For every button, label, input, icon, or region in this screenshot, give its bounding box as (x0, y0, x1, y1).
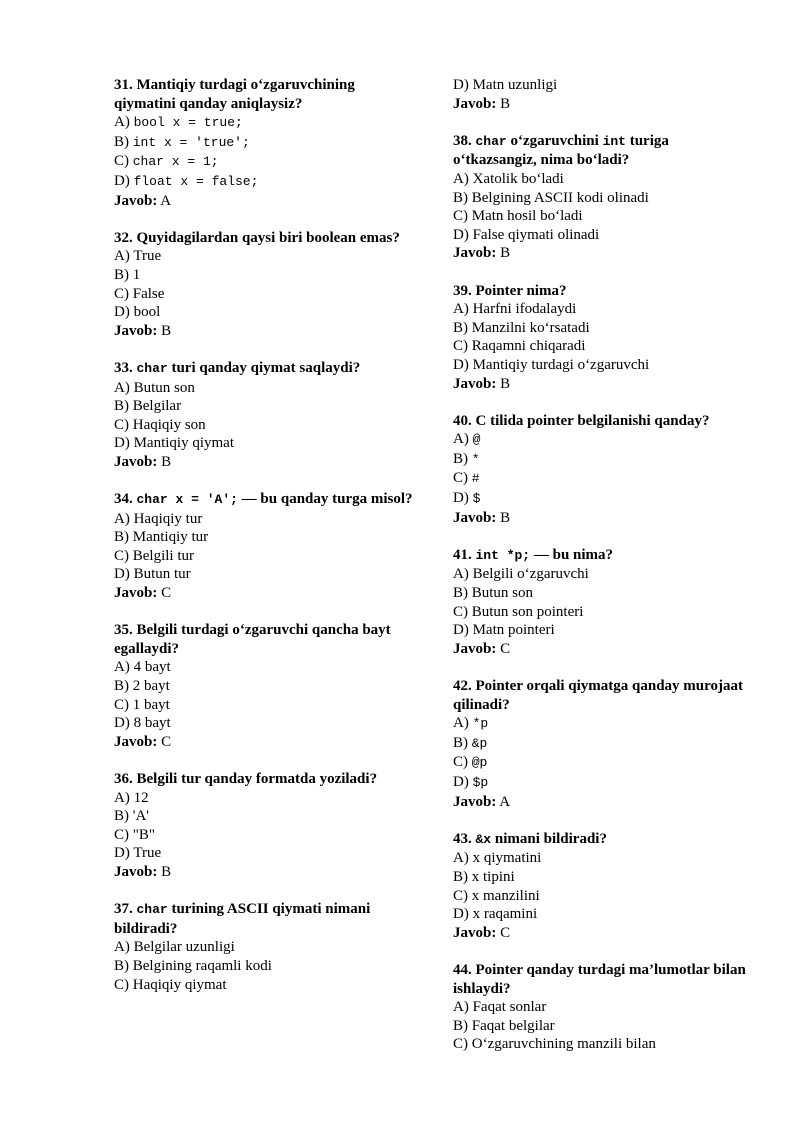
question-code: int (602, 133, 626, 149)
answer-option (453, 170, 753, 189)
answer-option (453, 621, 753, 640)
answer-value: C (161, 733, 172, 750)
answer-line (453, 793, 753, 812)
answer-value: B (500, 245, 511, 262)
option-letter: B) (114, 133, 129, 150)
answer-value: B (161, 863, 172, 880)
question-block (114, 359, 414, 472)
option-text: True (133, 248, 162, 265)
answer-option (453, 207, 753, 226)
answer-option (114, 565, 414, 584)
answer-option (453, 489, 753, 509)
answer-option (114, 416, 414, 435)
option-text: Matn hosil bo‘ladi (471, 208, 583, 225)
answer-label: Javob: (453, 924, 497, 941)
answer-option (453, 905, 753, 924)
answer-option (453, 584, 753, 603)
option-letter: A) (453, 566, 469, 583)
option-letter: D) (114, 715, 130, 732)
answer-option (453, 469, 753, 489)
answer-label: Javob: (114, 192, 158, 209)
question-title (114, 76, 414, 113)
answer-value: B (500, 95, 511, 112)
option-letter: C) (453, 470, 468, 487)
answer-line (114, 192, 414, 211)
option-letter: B) (114, 808, 129, 825)
answer-label: Javob: (114, 453, 158, 470)
answer-option (114, 152, 414, 172)
option-text: Raqamni chiqaradi (471, 338, 586, 355)
answer-option (114, 303, 414, 322)
option-letter: D) (453, 906, 469, 923)
option-text: True (133, 845, 162, 862)
option-letter: B) (453, 189, 468, 206)
option-letter: D) (453, 490, 469, 507)
question-title (114, 621, 414, 658)
option-text: Belgilar uzunligi (133, 939, 235, 956)
answer-option (114, 247, 414, 266)
question-block (453, 677, 753, 811)
option-text: Butun son pointeri (471, 603, 584, 620)
answer-option (114, 528, 414, 547)
question-block (453, 546, 753, 659)
answer-label: Javob: (453, 375, 497, 392)
question-title (114, 770, 414, 789)
option-letter: A) (114, 659, 130, 676)
option-text: x tipini (471, 868, 515, 885)
question-block (453, 76, 753, 113)
right-column (453, 76, 753, 1072)
question-number: 43. (453, 830, 472, 847)
option-letter: A) (114, 939, 130, 956)
answer-option (114, 957, 414, 976)
answer-option (453, 1017, 753, 1036)
question-block (114, 621, 414, 751)
question-text: turining ASCII qiymati nimani bildiradi? (114, 901, 371, 937)
answer-option (453, 734, 753, 754)
answer-label: Javob: (114, 322, 158, 339)
answer-option (453, 337, 753, 356)
answer-option (453, 998, 753, 1017)
option-text: 1 bayt (132, 696, 170, 713)
answer-option (453, 565, 753, 584)
question-block (114, 76, 414, 210)
option-letter: C) (453, 754, 468, 771)
question-number: 35. (114, 622, 133, 639)
question-number: 32. (114, 229, 133, 246)
question-block (114, 229, 414, 341)
question-code: int *p; (475, 547, 531, 563)
question-title (114, 229, 414, 248)
answer-option (114, 938, 414, 957)
option-text: 'A' (132, 808, 149, 825)
option-letter: D) (114, 845, 130, 862)
answer-option (114, 133, 414, 153)
option-letter: B) (114, 678, 129, 694)
option-letter: D) (453, 77, 469, 93)
question-block (453, 132, 753, 263)
answer-option (114, 379, 414, 398)
answer-label: Javob: (114, 733, 158, 750)
question-text: — bu qanday turga misol? (237, 491, 413, 508)
option-letter: C) (453, 1036, 468, 1053)
question-code: char (136, 902, 168, 918)
question-title (453, 961, 753, 998)
question-text: C tilida pointer belgilanishi qanday? (475, 412, 710, 429)
option-text: Faqat belgilar (471, 1017, 555, 1034)
option-letter: A) (114, 510, 130, 527)
answer-label: Javob: (453, 640, 497, 657)
answer-option (114, 397, 414, 416)
option-text: Haqiqiy qiymat (132, 976, 227, 993)
question-block (114, 770, 414, 882)
option-text: x raqamini (472, 906, 538, 923)
question-title (114, 359, 414, 379)
option-letter: D) (453, 226, 469, 243)
option-letter: B) (453, 585, 468, 602)
option-text: Butun son (471, 585, 534, 602)
answer-option (114, 696, 414, 715)
answer-option (114, 547, 414, 566)
answer-option (453, 868, 753, 887)
left-column (114, 76, 414, 1013)
option-letter: C) (453, 338, 468, 355)
question-block (453, 282, 753, 394)
answer-value: C (161, 585, 172, 602)
option-letter: B) (114, 529, 129, 546)
answer-option (114, 510, 414, 529)
option-letter: D) (114, 172, 130, 189)
question-number: 44. (453, 961, 472, 978)
answer-option (453, 356, 753, 375)
option-letter: A) (453, 999, 469, 1016)
question-number: 37. (114, 901, 133, 918)
question-number: 41. (453, 546, 472, 563)
option-letter: C) (114, 547, 129, 564)
answer-label: Javob: (453, 793, 497, 810)
option-text: $ (472, 491, 481, 507)
answer-line (114, 453, 414, 472)
answer-option (114, 113, 414, 133)
option-text: Belgining raqamli kodi (132, 957, 272, 974)
option-text: Belgili tur (132, 547, 194, 564)
question-title (453, 282, 753, 301)
question-number: 40. (453, 412, 472, 429)
answer-value: B (500, 375, 511, 392)
option-letter: C) (114, 976, 129, 993)
answer-option (453, 887, 753, 906)
option-text: bool (133, 304, 161, 321)
question-block (114, 490, 414, 603)
question-title (114, 900, 414, 938)
answer-label: Javob: (453, 509, 497, 526)
question-number: 42. (453, 678, 472, 694)
question-number: 34. (114, 491, 133, 508)
option-text: Butun son (133, 379, 195, 396)
option-letter: D) (453, 356, 469, 373)
option-letter: B) (453, 450, 468, 467)
option-text: int x = 'true'; (132, 134, 250, 150)
answer-label: Javob: (453, 245, 497, 262)
option-letter: A) (453, 850, 469, 867)
option-letter: C) (114, 285, 129, 302)
option-text: Belgilar (132, 398, 182, 415)
question-title (453, 132, 753, 170)
option-text: Manzilni ko‘rsatadi (471, 319, 590, 336)
option-text: Haqiqiy son (132, 416, 206, 433)
question-text: Pointer orqali qiymatga qanday murojaat qilinadi? (453, 678, 744, 713)
option-text: False qiymati olinadi (472, 226, 600, 243)
question-text: Mantiqiy turdagi o‘zgaruvchining qiymatini qanday aniqlaysiz? (114, 77, 355, 112)
option-text: &p (471, 735, 488, 751)
answer-value: C (500, 640, 511, 657)
option-text: float x = false; (133, 173, 259, 189)
answer-option (114, 789, 414, 808)
question-text: Quyidagilardan qaysi biri boolean emas? (136, 229, 400, 246)
question-text: o‘zgaruvchini (506, 132, 603, 149)
option-letter: C) (114, 696, 129, 713)
option-letter: A) (114, 248, 130, 265)
answer-value: A (499, 793, 511, 810)
question-number: 33. (114, 359, 133, 376)
option-letter: C) (114, 826, 129, 843)
option-text: Harfni ifodalaydi (472, 301, 577, 318)
option-text: Mantiqiy qiymat (133, 435, 234, 452)
question-title (453, 412, 753, 431)
option-letter: A) (114, 114, 130, 131)
option-text: x manzilini (471, 887, 540, 904)
option-letter: D) (114, 566, 130, 583)
option-text: @ (472, 432, 481, 448)
answer-line (114, 863, 414, 882)
answer-label: Javob: (453, 95, 497, 112)
answer-value: B (161, 322, 172, 339)
option-letter: B) (453, 1017, 468, 1034)
option-letter: B) (114, 398, 129, 415)
option-text: Belgili o‘zgaruvchi (472, 566, 589, 583)
option-text: Matn pointeri (472, 622, 555, 639)
option-letter: D) (453, 773, 469, 790)
option-text: Belgining ASCII kodi olinadi (471, 189, 649, 206)
question-text: — bu nima? (530, 546, 614, 563)
option-letter: A) (114, 379, 130, 396)
answer-option (114, 285, 414, 304)
option-letter: B) (453, 319, 468, 336)
answer-line (114, 733, 414, 752)
answer-option (114, 807, 414, 826)
answer-option (114, 714, 414, 733)
answer-option (114, 658, 414, 677)
option-letter: A) (453, 715, 469, 732)
option-text: Mantiqiy turdagi o‘zgaruvchi (472, 356, 650, 373)
answer-option (453, 714, 753, 734)
option-letter: D) (114, 435, 130, 452)
answer-option (114, 434, 414, 453)
answer-option (453, 753, 753, 773)
answer-option (453, 1035, 753, 1054)
question-title (114, 490, 414, 510)
option-text: $p (472, 774, 489, 790)
question-text: turi qanday qiymat saqlaydi? (167, 359, 361, 376)
option-text: Haqiqiy tur (133, 510, 203, 527)
option-text: # (471, 471, 480, 487)
answer-option (114, 172, 414, 192)
question-text: turiga o‘tkazsangiz, nima bo‘ladi? (453, 132, 669, 169)
option-text: * (471, 451, 480, 467)
answer-value: C (500, 924, 511, 941)
option-text: 8 bayt (133, 715, 171, 732)
question-text: nimani bildiradi? (491, 830, 607, 847)
option-letter: B) (114, 957, 129, 974)
question-title (453, 830, 753, 850)
option-text: x qiymatini (472, 850, 542, 867)
option-letter: B) (453, 734, 468, 751)
option-letter: C) (114, 416, 129, 433)
question-code: char x = 'A'; (136, 492, 238, 508)
option-letter: A) (453, 301, 469, 318)
answer-line (453, 924, 753, 943)
answer-line (453, 244, 753, 263)
option-text: Mantiqiy tur (132, 529, 209, 546)
answer-label: Javob: (114, 863, 158, 880)
answer-option (453, 189, 753, 208)
answer-value: B (161, 453, 172, 470)
answer-option (453, 450, 753, 470)
answer-line (453, 375, 753, 394)
option-text: False (132, 285, 165, 302)
question-text: Belgili tur qanday formatda yoziladi? (136, 770, 378, 787)
answer-option (453, 76, 753, 95)
question-block (453, 830, 753, 943)
question-number: 36. (114, 770, 133, 787)
question-block (114, 900, 414, 994)
option-letter: D) (453, 622, 469, 639)
answer-option (114, 976, 414, 995)
option-text: bool x = true; (133, 115, 243, 131)
option-letter: C) (114, 153, 129, 170)
question-title (453, 677, 753, 714)
option-text: 12 (133, 789, 149, 806)
option-letter: D) (114, 304, 130, 321)
answer-option (114, 266, 414, 285)
question-code: char (475, 133, 507, 149)
answer-option (453, 300, 753, 319)
option-letter: A) (453, 431, 469, 448)
answer-option (453, 226, 753, 245)
answer-value: A (160, 192, 172, 209)
answer-value: B (500, 509, 511, 526)
answer-option (453, 319, 753, 338)
answer-line (114, 322, 414, 341)
option-text: "B" (132, 826, 156, 843)
question-code: char (136, 360, 168, 376)
answer-option (114, 844, 414, 863)
option-letter: C) (453, 208, 468, 225)
answer-line (453, 640, 753, 659)
question-title (453, 546, 753, 566)
option-letter: C) (453, 887, 468, 904)
question-text: Belgili turdagi o‘zgaruvchi qancha bayt egallaydi? (114, 622, 391, 657)
answer-option (114, 677, 414, 696)
question-block (453, 961, 753, 1054)
answer-option (453, 430, 753, 450)
question-number: 39. (453, 282, 472, 299)
option-text: Butun tur (133, 566, 191, 583)
option-letter: C) (453, 603, 468, 620)
answer-option (453, 773, 753, 793)
question-number: 38. (453, 132, 472, 149)
option-text: Xatolik bo‘ladi (472, 170, 564, 187)
option-letter: A) (453, 170, 469, 187)
option-text: Faqat sonlar (472, 999, 547, 1016)
option-text: @p (471, 755, 488, 771)
answer-label: Javob: (114, 585, 158, 602)
answer-option (453, 603, 753, 622)
option-letter: B) (114, 266, 129, 283)
option-text: char x = 1; (132, 154, 219, 170)
option-text: 2 bayt (132, 678, 170, 694)
question-code: &x (475, 831, 492, 847)
option-text: O‘zgaruvchining manzili bilan (471, 1036, 656, 1053)
answer-line (114, 584, 414, 603)
answer-option (114, 826, 414, 845)
option-text: 1 (132, 266, 141, 283)
option-text: 4 bayt (133, 659, 171, 676)
question-number: 31. (114, 77, 133, 93)
option-text: Matn uzunligi (472, 77, 558, 93)
answer-line (453, 509, 753, 528)
answer-line (453, 95, 753, 114)
answer-option (453, 849, 753, 868)
question-block (453, 412, 753, 528)
question-text: Pointer nima? (475, 282, 567, 299)
option-letter: B) (453, 868, 468, 885)
option-letter: A) (114, 789, 130, 806)
option-text: *p (472, 716, 489, 732)
question-text: Pointer qanday turdagi ma’lumotlar bilan ishlaydi? (453, 961, 746, 997)
